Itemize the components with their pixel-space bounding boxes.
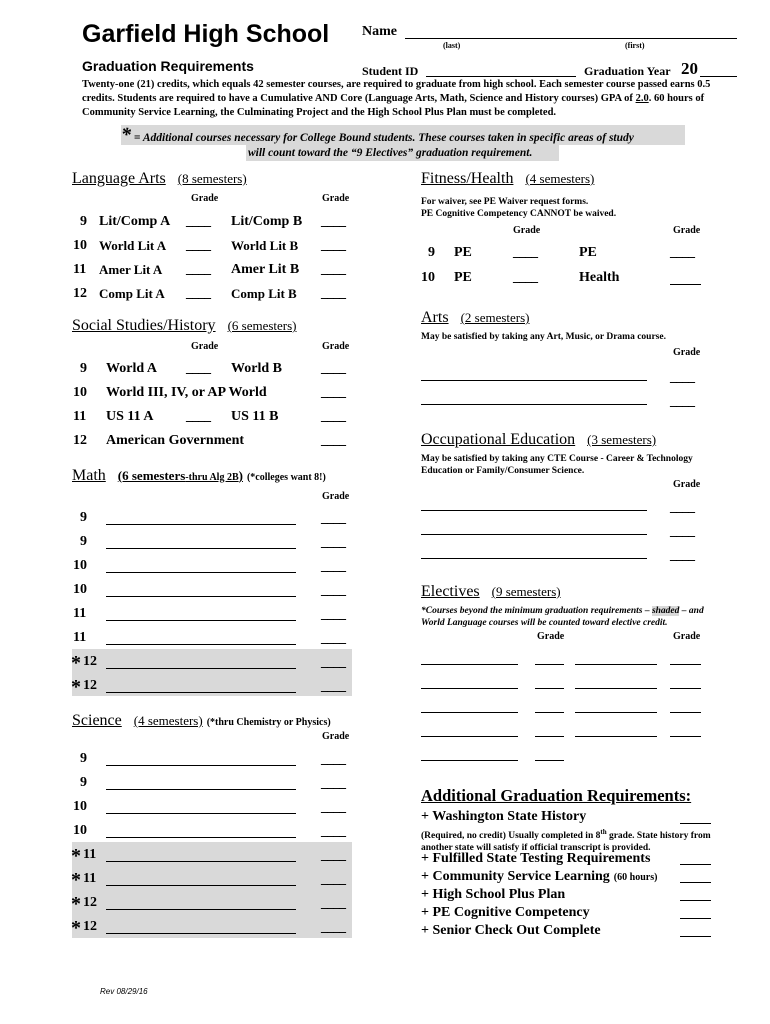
fitness-header: Fitness/Health (4 semesters) [421, 170, 595, 187]
fit-course-b: PE [579, 245, 597, 260]
grade-label: Grade [513, 225, 541, 236]
science-course-line[interactable] [106, 837, 296, 838]
grade-label: Grade [322, 341, 350, 352]
additional-item-check[interactable] [680, 864, 711, 865]
ss-grade-blank[interactable]: ____ [321, 409, 345, 424]
math-college-shading [72, 649, 352, 696]
grad-year-prefix: 20 [681, 59, 698, 78]
revision-date: Rev 08/29/16 [100, 987, 148, 996]
elective-grade-line[interactable] [670, 712, 701, 713]
math-grade: 12 [83, 678, 97, 693]
math-course-line[interactable] [106, 548, 296, 549]
additional-item-check[interactable] [680, 918, 711, 919]
la-grade-blank[interactable]: ____ [186, 214, 210, 229]
grad-year-field[interactable] [700, 76, 737, 77]
math-course-line[interactable] [106, 668, 296, 669]
additional-item-label: + Community Service Learning [421, 869, 610, 884]
science-grade-blank[interactable]: ____ [321, 776, 345, 791]
science-course-line[interactable] [106, 765, 296, 766]
grade-label: Grade [191, 341, 219, 352]
math-course-line[interactable] [106, 596, 296, 597]
la-grade-blank[interactable]: ____ [186, 286, 210, 301]
elective-grade-line[interactable] [670, 664, 701, 665]
name-field[interactable] [405, 38, 737, 39]
elective-course-line[interactable] [421, 664, 518, 665]
math-grade-blank[interactable]: ____ [321, 631, 345, 646]
fit-course-a: PE [454, 245, 472, 260]
elective-course-line[interactable] [421, 736, 518, 737]
ss-grade-blank[interactable]: ____ [186, 361, 210, 376]
elective-grade-line[interactable] [535, 760, 564, 761]
science-course-line[interactable] [106, 813, 296, 814]
grade-label: Grade [322, 193, 350, 204]
additional-item-check[interactable] [680, 936, 711, 937]
science-grade: 9 [80, 775, 87, 790]
grade-label: Grade [673, 347, 701, 358]
elective-grade-line[interactable] [535, 736, 564, 737]
arts-grade-blank[interactable]: ____ [670, 394, 694, 409]
science-course-line[interactable] [106, 909, 296, 910]
science-grade: 9 [80, 751, 87, 766]
math-course-line[interactable] [106, 692, 296, 693]
fit-grade-blank[interactable]: ____ [670, 245, 694, 260]
student-id-field[interactable] [426, 76, 576, 77]
occ-course-line[interactable] [421, 510, 647, 511]
science-grade: 10 [73, 823, 87, 838]
la-grade-blank[interactable]: ____ [321, 286, 345, 301]
grade-label: Grade [537, 631, 565, 642]
science-course-line[interactable] [106, 861, 296, 862]
la-grade-blank[interactable]: ____ [321, 262, 345, 277]
math-header: Math (6 semesters-thru Alg 2B) (*colleges want 8!) [72, 467, 326, 484]
ss-course-a: US 11 A [106, 409, 154, 424]
electives-note: *Courses beyond the minimum graduation requirements – shaded – and World Language courses will be counted toward elective credit. [421, 606, 704, 628]
wa-history-label: + Washington State History [421, 809, 587, 824]
math-course-line[interactable] [106, 644, 296, 645]
arts-note: May be satisfied by taking any Art, Music, or Drama course. [421, 332, 666, 342]
school-title: Garfield High School [82, 20, 330, 48]
science-college-star: * [71, 917, 81, 939]
la-course-b: Amer Lit B [231, 262, 300, 277]
la-grade: 11 [73, 262, 87, 277]
science-grade: 12 [83, 895, 97, 910]
occ-note: May be satisfied by taking any CTE Course - Career & Technology Education or Family/Consumer Science. [421, 454, 693, 476]
banner-line1: * = Additional courses necessary for College Bound students. These courses taken in specific areas of study [121, 124, 634, 146]
occ-header: Occupational Education (3 semesters) [421, 431, 657, 448]
occ-grade-blank[interactable]: ____ [670, 500, 694, 515]
first-label: (first) [625, 41, 645, 50]
la-grade-blank[interactable]: ____ [321, 214, 345, 229]
fit-grade: 9 [428, 245, 435, 260]
elective-grade-line[interactable] [670, 736, 701, 737]
la-grade: 12 [73, 286, 87, 301]
occ-grade-blank[interactable]: ____ [670, 548, 694, 563]
fit-course-a: PE [454, 270, 472, 285]
science-grade: 11 [83, 871, 97, 886]
la-course-b: Comp Lit B [231, 286, 297, 301]
elective-grade-line[interactable] [535, 688, 564, 689]
la-grade-blank[interactable]: ____ [321, 238, 345, 253]
math-grade: 10 [73, 582, 87, 597]
la-course-a: Comp Lit A [99, 286, 165, 301]
elective-course-line[interactable] [575, 712, 657, 713]
la-course-a: World Lit A [99, 238, 167, 253]
ss-grade-blank[interactable]: ____ [321, 433, 345, 448]
ss-grade-blank[interactable]: ____ [321, 385, 345, 400]
ss-course-b: World B [231, 361, 282, 376]
science-grade-blank[interactable]: ____ [321, 920, 345, 935]
math-grade-blank[interactable]: ____ [321, 607, 345, 622]
grade-label: Grade [191, 193, 219, 204]
math-grade: 12 [83, 654, 97, 669]
ss-grade: 10 [73, 385, 87, 400]
grad-year-label: Graduation Year [584, 64, 671, 78]
elective-grade-line[interactable] [670, 688, 701, 689]
additional-header: Additional Graduation Requirements: [421, 786, 692, 805]
page-subtitle: Graduation Requirements [82, 58, 254, 74]
elective-course-line[interactable] [575, 736, 657, 737]
la-course-b: Lit/Comp B [231, 214, 303, 229]
math-grade-blank[interactable]: ____ [321, 583, 345, 598]
additional-item [421, 869, 657, 885]
arts-header: Arts (2 semesters) [421, 309, 530, 326]
science-college-star: * [71, 845, 81, 867]
math-grade-blank[interactable]: ____ [321, 679, 345, 694]
occ-course-line[interactable] [421, 534, 647, 535]
science-grade-blank[interactable]: ____ [321, 800, 345, 815]
additional-item-label: + Senior Check Out Complete [421, 923, 601, 938]
fit-course-b: Health [579, 270, 620, 285]
ss-course-b: US 11 B [231, 409, 279, 424]
wa-history-check[interactable] [680, 823, 711, 824]
arts-course-line[interactable] [421, 404, 647, 405]
grade-label: Grade [673, 631, 701, 642]
math-grade-blank[interactable]: ____ [321, 535, 345, 550]
science-header: Science (4 semesters) (*thru Chemistry or Physics) [72, 712, 331, 729]
additional-item-check[interactable] [680, 900, 711, 901]
math-course-line[interactable] [106, 524, 296, 525]
math-grade-blank[interactable]: ____ [321, 559, 345, 574]
la-course-a: Amer Lit A [99, 262, 163, 277]
math-course-line[interactable] [106, 572, 296, 573]
elective-course-line[interactable] [575, 664, 657, 665]
la-grade: 10 [73, 238, 87, 253]
science-grade: 11 [83, 847, 97, 862]
additional-item [421, 887, 565, 903]
elective-course-line[interactable] [575, 688, 657, 689]
ss-grade: 9 [80, 361, 87, 376]
additional-item-label: + Fulfilled State Testing Requirements [421, 851, 651, 866]
additional-item-label: + High School Plus Plan [421, 887, 566, 902]
math-grade: 9 [80, 534, 87, 549]
ss-course-a: World A [106, 361, 157, 376]
fitness-note2: PE Cognitive Competency CANNOT be waived. [421, 209, 617, 219]
math-grade-blank[interactable]: ____ [321, 511, 345, 526]
additional-item [421, 851, 650, 867]
last-label: (last) [443, 41, 461, 50]
science-college-star: * [71, 869, 81, 891]
fit-grade-blank-line[interactable] [670, 284, 701, 285]
additional-item [421, 923, 601, 939]
math-grade: 10 [73, 558, 87, 573]
science-grade-blank[interactable]: ____ [321, 848, 345, 863]
student-id-label: Student ID [362, 64, 419, 78]
science-grade-blank[interactable]: ____ [321, 824, 345, 839]
elective-course-line[interactable] [421, 760, 518, 761]
ss-course-a: World III, IV, or AP World [106, 385, 267, 400]
science-course-line[interactable] [106, 789, 296, 790]
science-college-shading [72, 842, 352, 938]
grade-label: Grade [673, 225, 701, 236]
banner-line2: will count toward the “9 Electives” graduation requirement. [248, 147, 533, 159]
science-grade-blank[interactable]: ____ [321, 896, 345, 911]
wa-history-note: (Required, no credit) Usually completed in 8th grade. State history from another state will satisfy if official transcript is provided. [421, 828, 711, 854]
occ-grade-blank[interactable]: ____ [670, 524, 694, 539]
lang-arts-header: Language Arts (8 semesters) [72, 170, 247, 187]
science-grade-blank[interactable]: ____ [321, 752, 345, 767]
science-course-line[interactable] [106, 933, 296, 934]
grade-label: Grade [322, 731, 350, 742]
name-label: Name [362, 24, 397, 39]
ss-grade-blank[interactable]: ____ [186, 409, 210, 424]
math-grade: 9 [80, 510, 87, 525]
arts-course-line[interactable] [421, 380, 647, 381]
additional-item-extra: (60 hours) [613, 872, 658, 883]
la-course-b: World Lit B [231, 238, 299, 253]
math-grade: 11 [73, 606, 87, 621]
la-grade-blank[interactable]: ____ [186, 238, 210, 253]
occ-course-line[interactable] [421, 558, 647, 559]
fit-grade-blank[interactable]: ____ [513, 245, 537, 260]
elective-grade-line[interactable] [535, 664, 564, 665]
science-course-line[interactable] [106, 885, 296, 886]
math-college-star: * [71, 676, 81, 698]
la-course-a: Lit/Comp A [99, 214, 171, 229]
electives-header: Electives (9 semesters) [421, 583, 561, 600]
science-grade: 10 [73, 799, 87, 814]
additional-item-label: + PE Cognitive Competency [421, 905, 590, 920]
science-grade: 12 [83, 919, 97, 934]
grade-label: Grade [322, 491, 350, 502]
social-header: Social Studies/History (6 semesters) [72, 317, 297, 334]
science-college-star: * [71, 893, 81, 915]
fitness-note1: For waiver, see PE Waiver request forms. [421, 197, 589, 207]
fit-grade: 10 [421, 270, 435, 285]
grade-label: Grade [673, 479, 701, 490]
elective-course-line[interactable] [421, 688, 518, 689]
fit-grade-blank[interactable]: ____ [513, 270, 537, 285]
science-grade-blank[interactable]: ____ [321, 872, 345, 887]
la-grade: 9 [80, 214, 87, 229]
elective-grade-line[interactable] [535, 712, 564, 713]
additional-item-check[interactable] [680, 882, 711, 883]
math-grade-blank[interactable]: ____ [321, 655, 345, 670]
elective-course-line[interactable] [421, 712, 518, 713]
additional-item [421, 905, 590, 921]
ss-grade-blank[interactable]: ____ [321, 361, 345, 376]
ss-grade: 12 [73, 433, 87, 448]
ss-course-a: American Government [106, 433, 245, 448]
math-course-line[interactable] [106, 620, 296, 621]
math-grade: 11 [73, 630, 87, 645]
ss-grade: 11 [73, 409, 87, 424]
la-grade-blank[interactable]: ____ [186, 262, 210, 277]
arts-grade-blank[interactable]: ____ [670, 370, 694, 385]
math-college-star: * [71, 652, 81, 674]
intro-text: Twenty-one (21) credits, which equals 42 semester courses, are required to graduate from high school. Each semester course passed earns 0.5 credits. Students are required to have a Cumulative AND Core (Language Arts, Math, Science and History courses) GPA of 2.0. 60 hours of Community Service Learning, the Culminating Project and the High School Plus Plan must be completed. [82, 79, 711, 118]
